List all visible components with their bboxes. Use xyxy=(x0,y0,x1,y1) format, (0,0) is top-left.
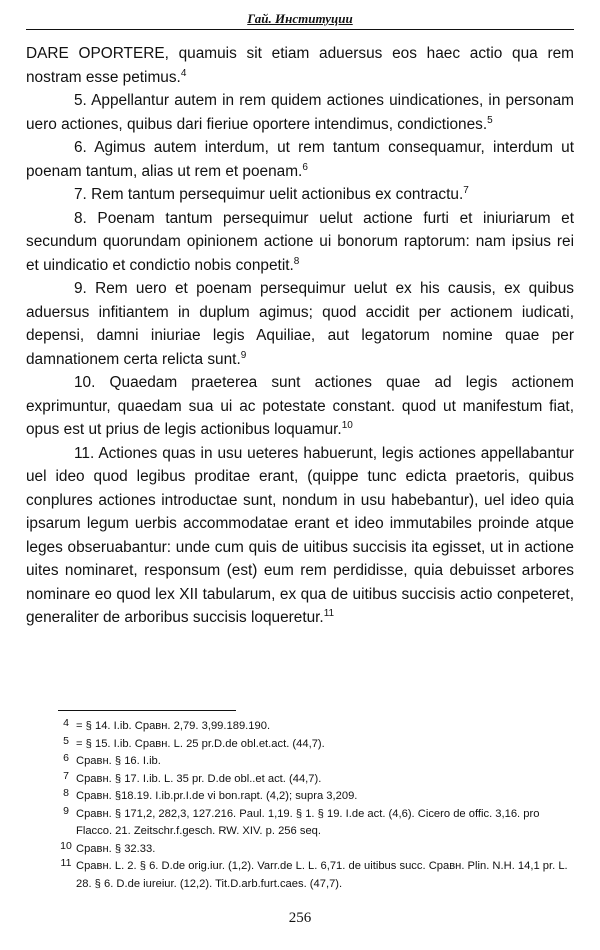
paragraph-text: 9. Rem uero et poenam persequimur uelut ex his causis, ex quibus aduersus infitiantem in duplum agimus; quod accidit per actionem iudicati, depensi, damni iniuriae legis Aquiliae, aut legatorum nomine quae per damnationem certa relicta sunt. xyxy=(26,280,574,368)
paragraph-text: 8. Poenam tantum persequimur uelut actione furti et iniuriarum et secundum quorundam opinionem actione ui bonorum raptorum: nam ipsius rei et uindicatio et condictio nobis conpetit. xyxy=(26,209,574,274)
paragraph-5 xyxy=(26,89,574,136)
header-rule xyxy=(26,29,574,30)
footnote-number: 8 xyxy=(63,787,69,799)
footnote-number: 11 xyxy=(60,857,72,869)
footnote xyxy=(58,771,578,789)
footnote-ref: 8 xyxy=(293,255,300,267)
paragraph-11 xyxy=(26,442,574,630)
paragraph-text: 10. Quaedam praeterea sunt actiones quae ad legis actionem exprimuntur, quaedam sua ui ac potestate constant. quod ut manifestum fiat, opus est ut prius de legis actionibus loquamur. xyxy=(26,374,574,438)
page-number: 256 xyxy=(288,910,312,926)
footnote xyxy=(28,806,578,841)
footnote-ref: 11 xyxy=(323,608,335,619)
footnote xyxy=(58,788,578,806)
footnote xyxy=(58,841,578,859)
paragraph-text: 7. Rem tantum persequimur uelit actionibus ex contractu. xyxy=(74,186,464,203)
running-header xyxy=(26,10,574,34)
footnote xyxy=(58,718,578,736)
footnote-number: 6 xyxy=(63,752,69,764)
footnote-text: Сравн. § 17. I.ib. L. 35 pr. D.de obl..et act. (44,7). xyxy=(76,772,322,785)
footnote-number: 4 xyxy=(63,717,69,729)
footnote xyxy=(58,736,578,754)
paragraph-text: 6. Agimus autem interdum, ut rem tantum consequamur, interdum ut poenam tantum, alias ut rem et poenam. xyxy=(26,139,574,180)
footnote-number: 7 xyxy=(63,769,69,782)
footnote xyxy=(28,858,578,893)
footnote-ref: 5 xyxy=(487,114,493,126)
paragraph-continued xyxy=(26,42,574,89)
footnote-separator xyxy=(58,710,236,711)
footnote-ref: 7 xyxy=(463,185,469,196)
footnote-ref: 10 xyxy=(341,420,353,431)
footnote-ref: 4 xyxy=(180,67,187,79)
footnote-text: Сравн. L. 2. § 6. D.de orig.iur. (1,2). Varr.de L. L. 6,71. de uitibus succ. Сравн. Plin. N.H. 14,1 pr. L. 28. § 6. D.de iureiur. (12,2). Tit.D.arb.furt.caes. (47,7). xyxy=(76,860,568,890)
footnote-text: Сравн. §18.19. I.ib.pr.I.de vi bon.rapt. (4,2); supra 3,209. xyxy=(76,790,358,802)
footnote-text: Сравн. § 16. I.ib. xyxy=(76,755,161,767)
paragraph-text: 11. Actiones quas in usu ueteres habuerunt, legis actiones appellabantur uel ideo quod legibus proditae erant, (quippe tunc edicta praetoris, quibus conplures actiones introductae sunt, nondum in usu habebantur), uel ideo quia ipsarum legum uerbis accommodatae erant et ideo immutabiles proinde atque leges obseruabantur: unde cum quis de uitibus succisis ita egisset, ut in actione uites nominaret, responsum (est) eum rem perdidisse, quia debuisset arbores nominare eo quod lex XII tabularum, ex qua de uitibus succisis actio conpeteret, generaliter de arboribus succisis loqueretur. xyxy=(26,444,574,626)
footnote-text: = § 14. I.ib. Сравн. 2,79. 3,99.189.190. xyxy=(76,720,271,732)
footnote-number: 9 xyxy=(63,804,69,817)
paragraph-8 xyxy=(26,207,574,278)
footnote-ref: 9 xyxy=(240,349,247,361)
paragraph-text: 5. Appellantur autem in rem quidem actiones uindicationes, in personam uero actiones, quibus dari fieriue oportere intendimus, condictiones. xyxy=(26,92,574,133)
footnote-text: = § 15. I.ib. Сравн. L. 25 pr.D.de obl.et.act. (44,7). xyxy=(76,737,325,750)
header-title: Гай. Институции xyxy=(241,11,358,26)
footnote-text: Сравн. § 32.33. xyxy=(76,842,156,855)
footnote-ref: 6 xyxy=(302,161,308,173)
paragraph-7 xyxy=(26,183,574,207)
footnote-number: 10 xyxy=(60,839,72,852)
paragraph-6 xyxy=(26,136,574,183)
footnote-number: 5 xyxy=(63,734,69,747)
main-text xyxy=(26,42,574,630)
footnotes xyxy=(58,718,578,893)
paragraph-text: DARE OPORTERE, quamuis sit etiam aduersus eos haec actio qua rem nostram esse petimus. xyxy=(26,45,574,86)
footnote-text: Сравн. § 171,2, 282,3, 127.216. Paul. 1,19. § 1. § 19. I.de act. (4,6). Cicero de offic. 3,16. pro Flacco. 21. Zeitschr.f.gesch. RW. XIV. p. 256 seq. xyxy=(76,807,540,837)
paragraph-10 xyxy=(26,371,574,442)
paragraph-9 xyxy=(26,277,574,371)
footnote xyxy=(58,753,578,771)
